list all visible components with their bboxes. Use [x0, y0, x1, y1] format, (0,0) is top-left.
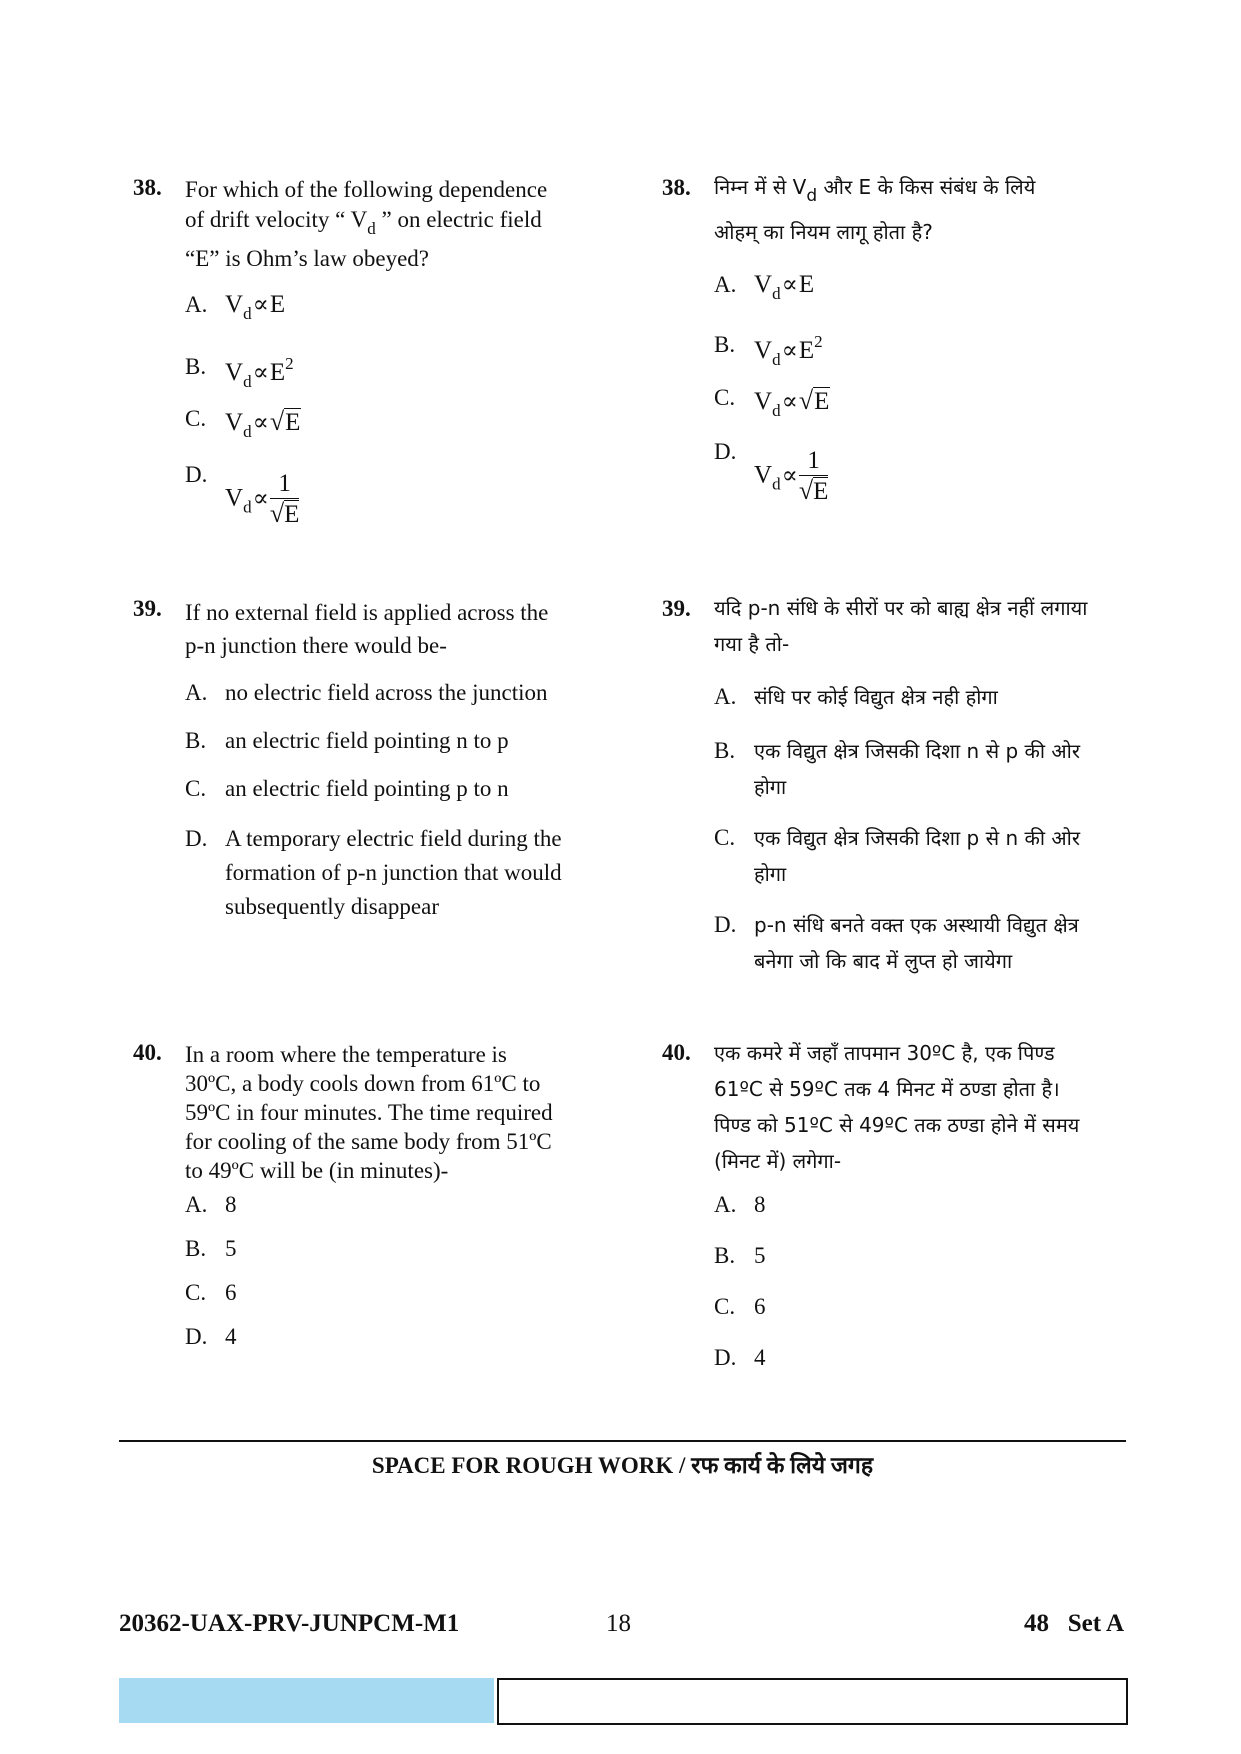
barcode-strip: [119, 1678, 494, 1723]
q40-en: [133, 1040, 613, 1370]
question-text: निम्न में से $V_d$ और E के किस संबंध के लिये ओहम् का नियम लागू होता है?: [714, 175, 1036, 244]
option-b[interactable]: B. 5: [714, 1243, 766, 1268]
option-a[interactable]: A. संधि पर कोई विद्युत क्षेत्र नही होगा: [714, 684, 998, 709]
question-number: 40.: [133, 1040, 162, 1065]
question-text: यदि p-n संधि के सीरों पर को बाह्य क्षेत्र नहीं लगाया गया है तो-: [714, 596, 1088, 656]
option-d[interactable]: $D.V_d\propto$ $\frac{1}{√E}$: [714, 439, 829, 505]
page-number: 18: [606, 1610, 631, 1637]
question-number: 39.: [662, 596, 691, 621]
option-c[interactable]: C. 6: [714, 1294, 766, 1319]
question-number: 38.: [133, 175, 162, 200]
formula: $V_d\propto√E$: [225, 407, 301, 441]
sqrt-symbol: √E: [269, 407, 301, 436]
option-a[interactable]: A. $V_d\propto E$: [714, 270, 814, 309]
formula: $V_d\propto$ $\frac{1}{√E}$: [225, 470, 300, 528]
option-d[interactable]: D. 4: [714, 1345, 766, 1370]
q38-en: [133, 175, 603, 545]
option-a[interactable]: A. $V_d\propto E$: [185, 290, 285, 329]
option-c[interactable]: C. 6: [185, 1280, 237, 1305]
answer-box: [497, 1678, 1128, 1725]
question-number: 40.: [662, 1040, 691, 1065]
question-text: If no external field is applied across the p-n junction there would be-: [185, 600, 549, 658]
option-d[interactable]: D. 4: [185, 1324, 237, 1349]
formula: $V_d\propto E$: [225, 291, 286, 323]
option-b[interactable]: B. $V_d\propto E^2$: [714, 321, 823, 369]
option-b[interactable]: B. an electric field pointing n to p: [185, 728, 509, 753]
fraction: $\frac{1}{√E}$: [269, 470, 300, 528]
formula: $V_d\propto$ $\frac{1}{√E}$: [754, 447, 829, 505]
option-d[interactable]: D. A temporary electric field during the formation of p-n junction that would subsequently disappear: [185, 826, 562, 919]
question-text: For which of the following dependence of drift velocity “ $V_d$ ” on electric field “E” is Ohm’s law obeyed?: [185, 177, 548, 271]
question-number: 39.: [133, 596, 162, 621]
option-d[interactable]: D. p-n संधि बनते वक्त एक अस्थायी विद्युत क्षेत्र बनेगा जो कि बाद में लुप्त हो जायेगा: [714, 912, 1079, 973]
q38-hi: [662, 175, 1132, 545]
sqrt-symbol: √E: [798, 386, 830, 415]
formula: $V_d\propto E^2$: [754, 332, 823, 369]
option-c[interactable]: C. an electric field pointing p to n: [185, 776, 509, 801]
set-label: 48 Set A: [1024, 1610, 1124, 1637]
divider: [119, 1440, 1126, 1442]
option-c[interactable]: C. $V_d\propto√E$: [714, 382, 830, 422]
option-a[interactable]: A. 8: [714, 1192, 766, 1217]
q39-hi: [662, 596, 1132, 996]
option-b[interactable]: B. $V_d\propto E^2$: [185, 343, 294, 391]
option-a[interactable]: A. no electric field across the junction: [185, 680, 548, 705]
option-d[interactable]: $D.V_d\propto$ $\frac{1}{√E}$: [185, 462, 300, 528]
question-text: In a room where the temperature is 30ºC, a body cools down from 61ºC to 59ºC in four minutes. The time required for cooling of the same body from 51ºC to 49ºC will be (in minutes)-: [185, 1042, 553, 1183]
option-c[interactable]: C. एक विद्युत क्षेत्र जिसकी दिशा p से n की ओर होगा: [714, 825, 1081, 886]
rough-work-label: SPACE FOR ROUGH WORK / रफ कार्य के लिये जगह: [371, 1453, 874, 1478]
question-text: एक कमरे में जहाँ तापमान 30ºC है, एक पिण्ड 61ºC से 59ºC तक 4 मिनट में ठण्डा होता है। पिण्ड को 51ºC से 49ºC तक ठण्डा होने में समय (मिनट में) लगेगा-: [714, 1041, 1080, 1173]
q39-en: [133, 596, 613, 936]
q40-hi: [662, 1040, 1132, 1400]
option-b[interactable]: B. 5: [185, 1236, 237, 1261]
formula: $V_d\propto√E$: [754, 386, 830, 420]
question-number: 38.: [662, 175, 691, 200]
option-c[interactable]: C. $V_d\propto√E$: [185, 403, 301, 443]
option-a[interactable]: A. 8: [185, 1192, 237, 1217]
paper-code: 20362-UAX-PRV-JUNPCM-M1: [119, 1610, 460, 1637]
option-b[interactable]: B. एक विद्युत क्षेत्र जिसकी दिशा n से p की ओर होगा: [714, 738, 1081, 799]
formula: $V_d\propto E$: [754, 271, 815, 303]
formula: $V_d\propto E^2$: [225, 354, 294, 391]
fraction: $\frac{1}{√E}$: [798, 447, 829, 505]
